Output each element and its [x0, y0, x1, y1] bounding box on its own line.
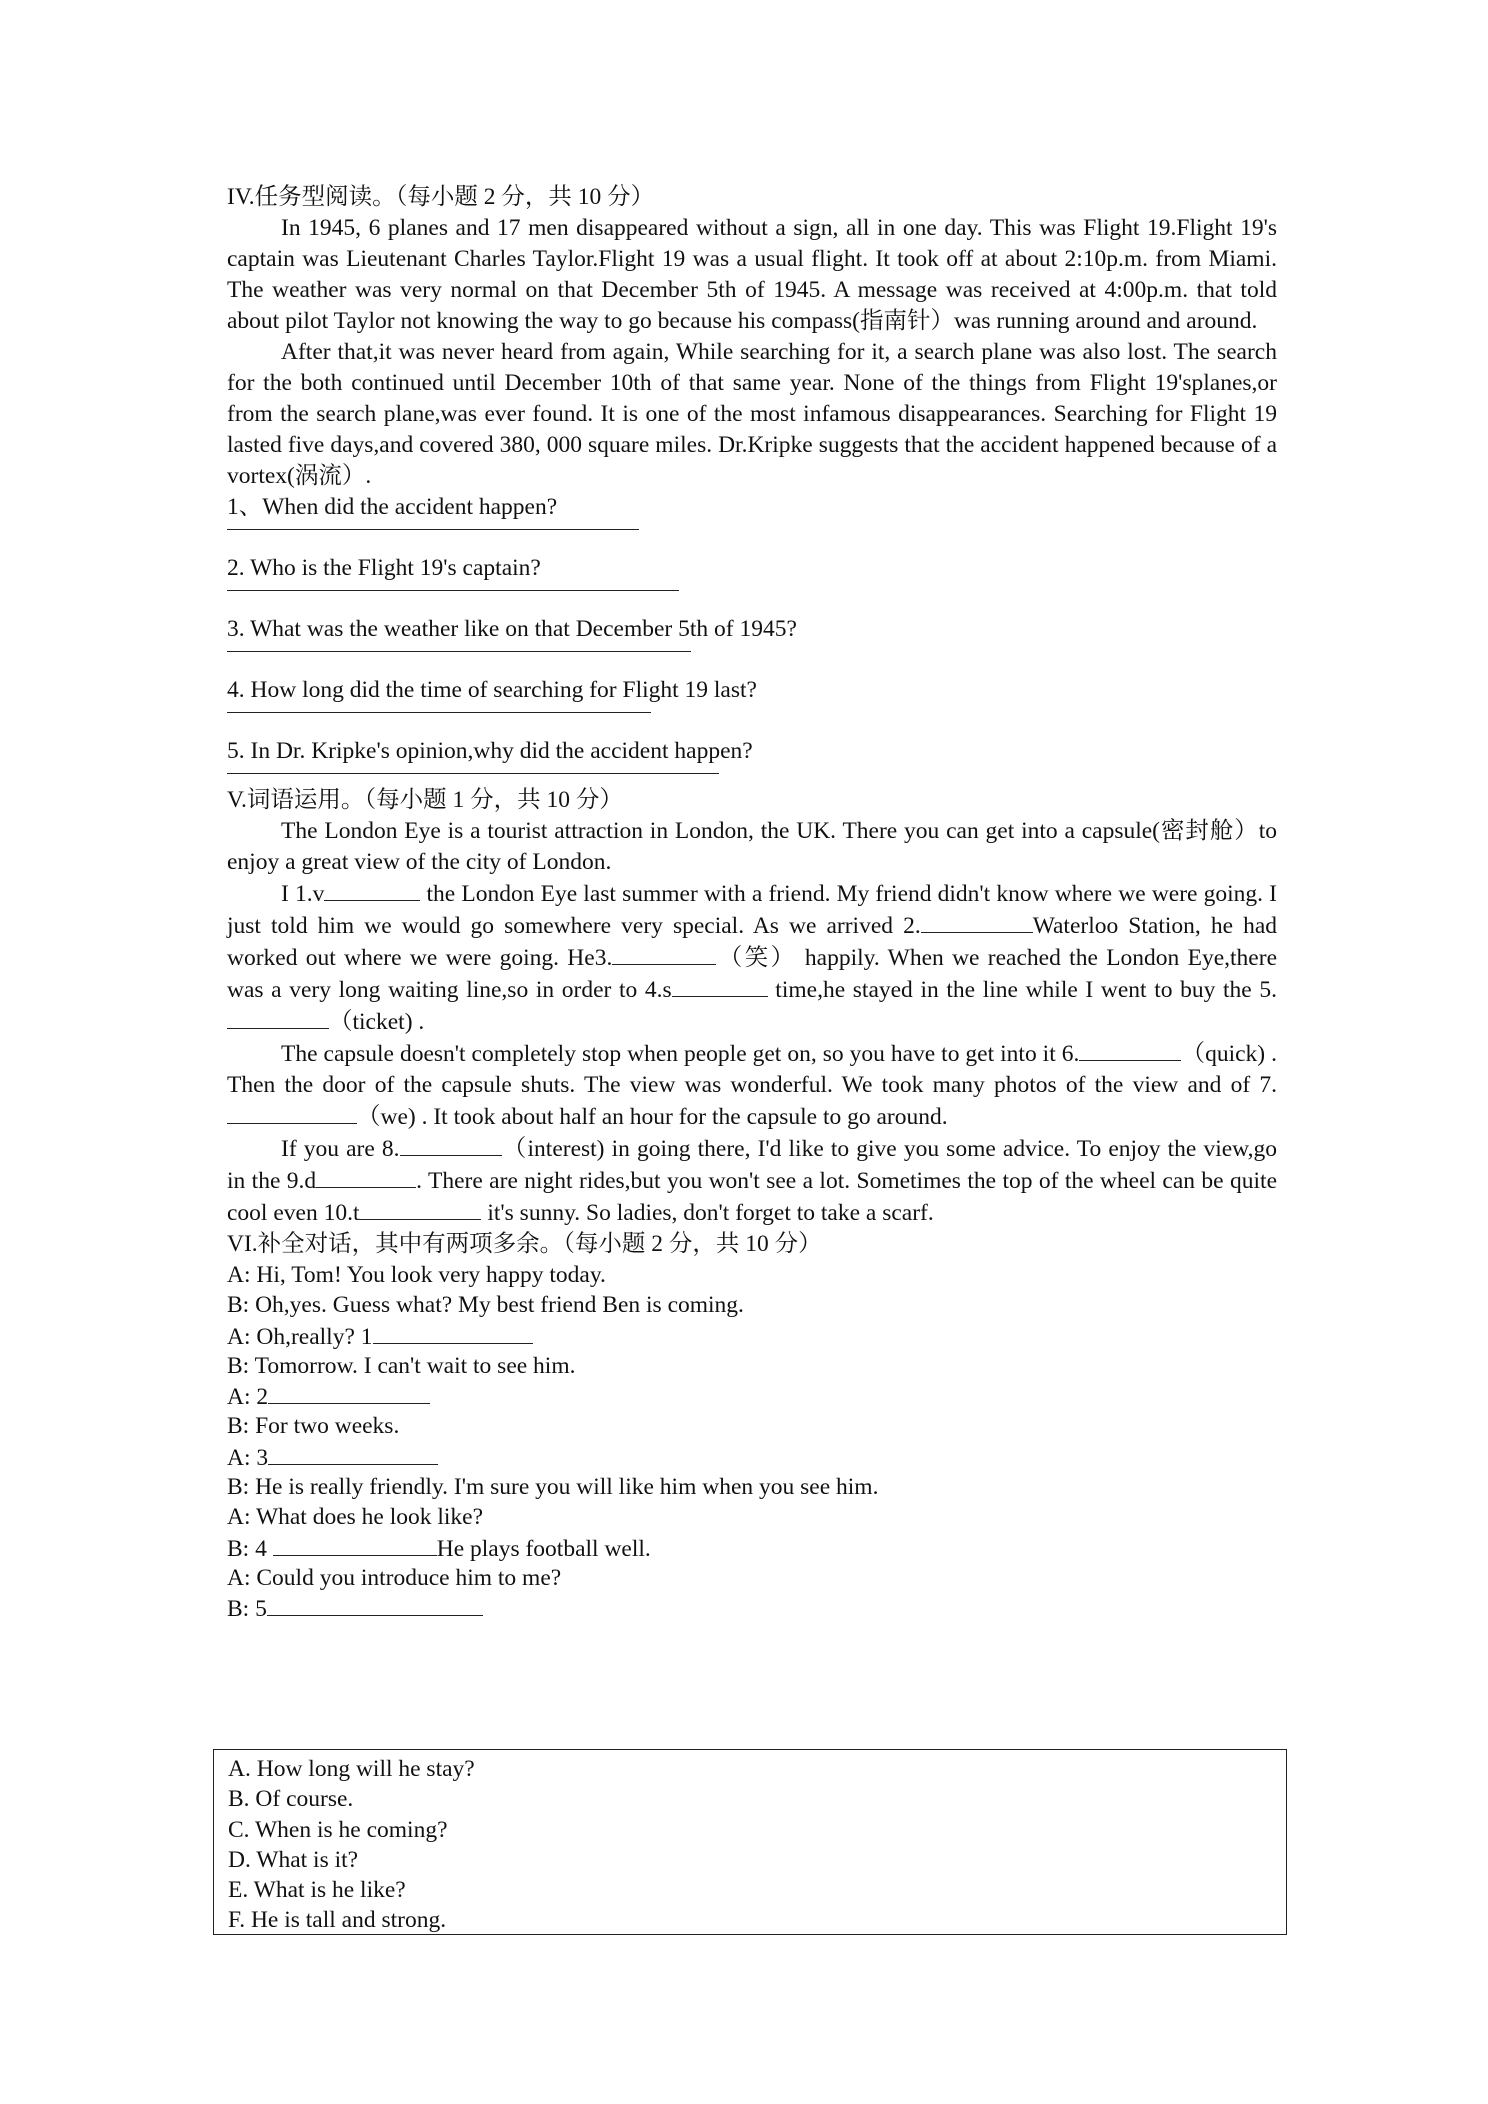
- options-box: [213, 1749, 1287, 1935]
- blank-8[interactable]: [400, 1133, 502, 1156]
- dialogue-line-6: B: For two weeks.: [227, 1413, 400, 1440]
- dialogue-line-10: B: 4 He plays football well.: [227, 1533, 1277, 1563]
- section-4-paragraph-1: In 1945, 6 planes and 17 men disappeared without a sign, all in one day. This was Flight 19.Flight 19's captain was Lieutenant Charles Taylor.Flight 19 was a usual flight. It took off at about 2:10p.m. from Miami. The weather was very normal on that December 5th of 1945. A message was received at 4:00p.m. that told about pilot Taylor not knowing the way to go because his compass(指南针）was running around and around.: [227, 215, 1277, 334]
- dialogue-blank-3[interactable]: [268, 1442, 438, 1465]
- dialogue-line-2: B: Oh,yes. Guess what? My best friend Ben is coming.: [227, 1292, 744, 1319]
- answer-line-5[interactable]: [227, 767, 1277, 785]
- question-3: 3. What was the weather like on that December 5th of 1945?: [227, 616, 797, 642]
- dialogue-line-12: B: 5: [227, 1593, 1277, 1623]
- dialogue-blank-1[interactable]: [373, 1321, 533, 1344]
- dialogue-blank-4[interactable]: [273, 1533, 437, 1556]
- blank-10[interactable]: [359, 1197, 481, 1220]
- dialogue-line-11: A: Could you introduce him to me?: [227, 1564, 562, 1591]
- dialogue-line-5: A: 2: [227, 1381, 1277, 1411]
- answer-line-4[interactable]: [227, 706, 1277, 736]
- section-4-heading: IV.任务型阅读。（每小题 2 分，共 10 分）: [227, 184, 655, 210]
- option-b: B. Of course.: [228, 1786, 354, 1813]
- dialogue-blank-2[interactable]: [268, 1381, 430, 1404]
- dialogue-line-8: B: He is really friendly. I'm sure you will like him when you see him.: [227, 1474, 879, 1501]
- section-6-heading: VI.补全对话，其中有两项多余。（每小题 2 分，共 10 分）: [227, 1231, 822, 1257]
- blank-1[interactable]: [324, 878, 420, 901]
- dialogue-line-7: A: 3: [227, 1442, 1277, 1472]
- section-5-paragraph-1: The London Eye is a tourist attraction in London, the UK. There you can get into a capsule(密封舱）to enjoy a great view of the city of London.: [227, 818, 1277, 875]
- blank-3[interactable]: [612, 942, 716, 965]
- question-5: 5. In Dr. Kripke's opinion,why did the accident happen?: [227, 738, 753, 764]
- option-a: A. How long will he stay?: [228, 1756, 475, 1782]
- blank-4[interactable]: [672, 974, 768, 997]
- question-1: 1、When did the accident happen?: [227, 494, 558, 520]
- option-e: E. What is he like?: [228, 1877, 406, 1904]
- worksheet-content: [227, 182, 1277, 1624]
- answer-line-2[interactable]: [227, 584, 1277, 614]
- section-5-paragraph-2: I 1.v the London Eye last summer with a friend. My friend didn't know where we were going. I just told him we would go somewhere very special. As we arrived 2. Waterloo Station, he had worked out where we were going. He3. （笑） happily. When we reached the London Eye,there was a very long waiting line,so in order to 4.s time,he stayed in the line while I went to buy the 5.（ticket) .: [227, 878, 1277, 1038]
- question-4: 4. How long did the time of searching for Flight 19 last?: [227, 677, 757, 703]
- answer-line-1[interactable]: [227, 523, 1277, 553]
- dialogue-blank-5[interactable]: [267, 1593, 483, 1616]
- question-2: 2. Who is the Flight 19's captain?: [227, 555, 541, 581]
- blank-6[interactable]: [1079, 1038, 1181, 1061]
- section-5-heading: V.词语运用。（每小题 1 分，共 10 分）: [227, 787, 623, 813]
- option-f: F. He is tall and strong.: [228, 1907, 447, 1934]
- dialogue: [227, 1260, 1277, 1624]
- option-c: C. When is he coming?: [228, 1816, 448, 1843]
- dialogue-line-9: A: What does he look like?: [227, 1504, 484, 1531]
- answer-line-3[interactable]: [227, 645, 1277, 675]
- blank-5[interactable]: [227, 1006, 329, 1029]
- dialogue-line-4: B: Tomorrow. I can't wait to see him.: [227, 1352, 576, 1379]
- section-4-paragraph-2: After that,it was never heard from again, While searching for it, a search plane was also lost. The search for the both continued until December 10th of that same year. None of the things from Flight 19'splanes,or from the search plane,was ever found. It is one of the most infamous disappearances. Searching for Flight 19 lasted five days,and covered 380, 000 square miles. Dr.Kripke suggests that the accident happened because of a vortex(涡流）.: [227, 339, 1277, 489]
- section-5-paragraph-3: The capsule doesn't completely stop when people get on, so you have to get into it 6. （quick) . Then the door of the capsule shuts. The view was wonderful. We took many photos of the view and of 7.（we) . It took about half an hour for the capsule to go around.: [227, 1038, 1277, 1133]
- blank-7[interactable]: [227, 1101, 357, 1124]
- blank-9[interactable]: [316, 1165, 416, 1188]
- blank-2[interactable]: [921, 910, 1033, 933]
- dialogue-line-1: A: Hi, Tom! You look very happy today.: [227, 1262, 606, 1288]
- section-5-paragraph-4: If you are 8. （interest) in going there, I'd like to give you some advice. To enjoy the view,go in the 9.d . There are night rides,but you won't see a lot. Sometimes the top of the wheel can be quite cool even 10.t it's sunny. So ladies, don't forget to take a scarf.: [227, 1133, 1277, 1229]
- option-d: D. What is it?: [228, 1846, 359, 1873]
- dialogue-line-3: A: Oh,really? 1: [227, 1321, 1277, 1351]
